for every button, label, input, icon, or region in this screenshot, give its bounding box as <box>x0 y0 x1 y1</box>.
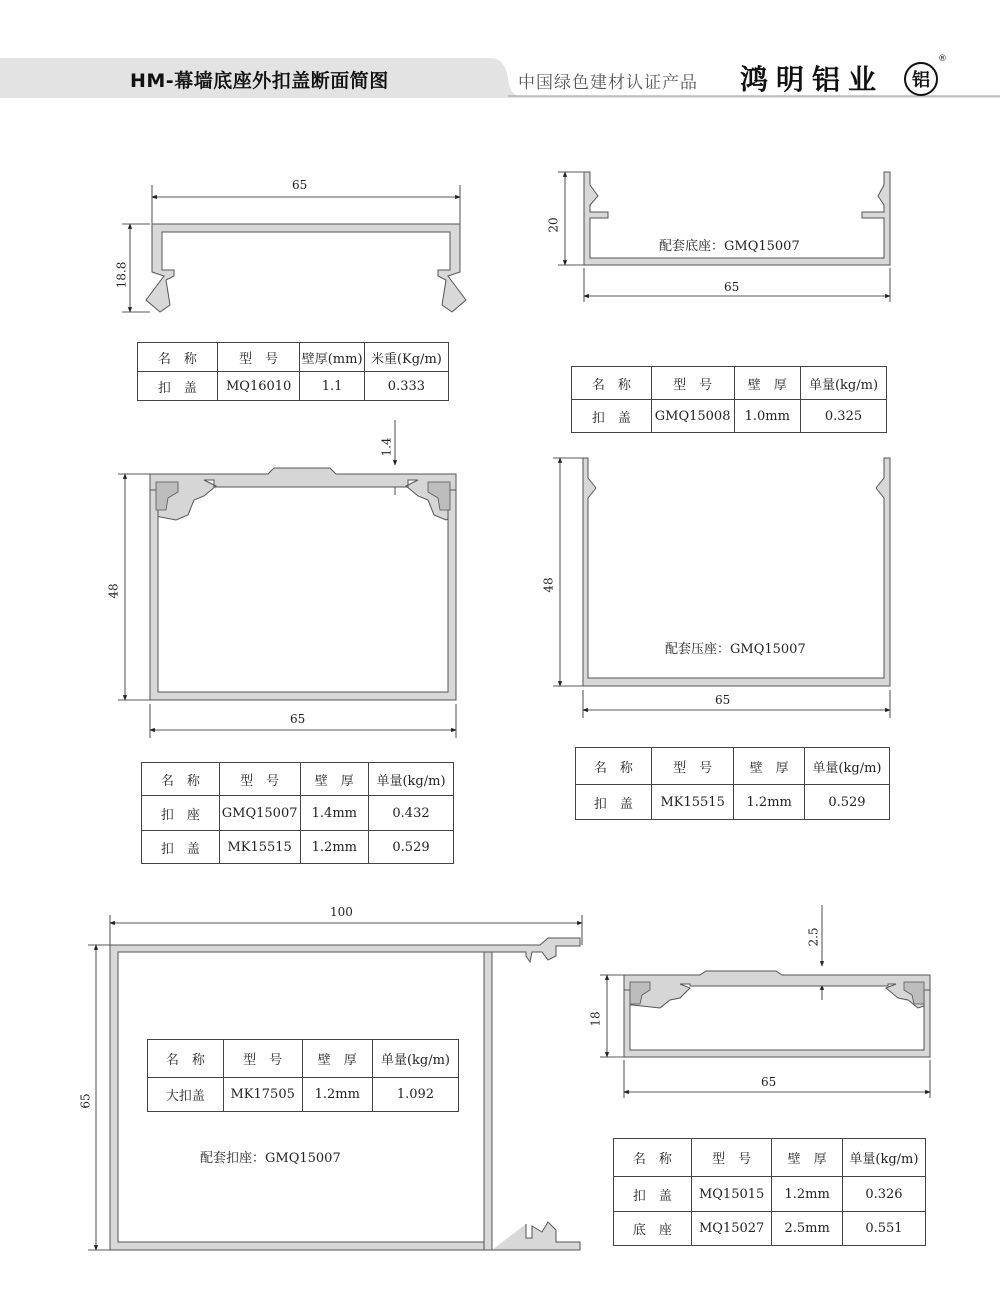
table-cell: 扣 座 <box>142 796 220 831</box>
table-cell: 1.092 <box>372 1078 458 1112</box>
p4-width-dim: 65 <box>715 693 731 707</box>
profile-3-cap <box>150 468 456 520</box>
svg-text:铝: 铝 <box>912 70 930 91</box>
p5-note: 配套扣座：GMQ15007 <box>200 1151 341 1166</box>
table-header: 单量(kg/m) <box>804 748 889 785</box>
table-header: 单量(kg/m) <box>801 367 887 400</box>
table-header: 型 号 <box>651 748 734 785</box>
table-header: 名 称 <box>576 748 652 785</box>
p2-width-dim: 65 <box>724 280 740 294</box>
brand-name: 鸿明铝业 <box>740 63 885 96</box>
table-cell: 0.432 <box>369 796 454 831</box>
p3-width-dim: 65 <box>290 712 306 726</box>
spec-table-6 <box>613 1138 926 1246</box>
profile-3-base <box>150 490 456 700</box>
profile-6-cap <box>624 971 930 1008</box>
table-cell: 扣 盖 <box>572 400 652 433</box>
table-cell: MK17505 <box>223 1078 302 1112</box>
p5-height-dim: 65 <box>78 1093 93 1109</box>
table-header: 米重(Kg/m) <box>364 343 448 372</box>
table-cell: GMQ15007 <box>219 796 300 831</box>
profile-1-shape <box>146 224 466 312</box>
p1-height-dim: 18.8 <box>114 261 129 289</box>
p6-height-dim: 18 <box>588 1011 603 1027</box>
table-cell: GMQ15008 <box>651 400 734 433</box>
table-cell: 1.2mm <box>772 1177 842 1212</box>
page-title: HM-幕墙底座外扣盖断面简图 <box>130 70 389 92</box>
table-cell: 2.5mm <box>772 1212 842 1246</box>
table-header: 名 称 <box>148 1040 224 1078</box>
table-cell: 1.2mm <box>734 785 804 820</box>
p4-note: 配套压座：GMQ15007 <box>665 642 806 657</box>
table-cell: 0.326 <box>842 1177 925 1212</box>
table-cell: 扣 盖 <box>576 785 652 820</box>
table-cell: 0.529 <box>369 831 454 864</box>
table-header: 型 号 <box>219 763 300 796</box>
table-cell: 扣 盖 <box>142 831 220 864</box>
table-cell: 扣 盖 <box>614 1177 692 1212</box>
p4-height-dim: 48 <box>541 577 556 593</box>
table-cell: 0.333 <box>364 372 448 401</box>
table-cell: 1.2mm <box>302 1078 372 1112</box>
table-cell: MQ16010 <box>217 372 300 401</box>
spec-table-5 <box>147 1039 459 1112</box>
table-cell: MQ15015 <box>691 1177 772 1212</box>
table-header: 壁 厚 <box>734 367 800 400</box>
table-header: 单量(kg/m) <box>372 1040 458 1078</box>
registered-mark: ® <box>938 54 947 64</box>
table-cell: 0.325 <box>801 400 887 433</box>
p3-height-dim: 48 <box>106 583 121 599</box>
p3-wall-dim: 1.4 <box>379 437 394 457</box>
table-header: 壁 厚 <box>300 763 368 796</box>
table-header: 型 号 <box>217 343 300 372</box>
p6-wall-dim: 2.5 <box>806 927 821 947</box>
table-header: 壁 厚 <box>772 1139 842 1177</box>
table-header: 型 号 <box>223 1040 302 1078</box>
spec-table-4 <box>575 747 890 820</box>
spec-table-2 <box>571 366 887 433</box>
table-cell: 底 座 <box>614 1212 692 1246</box>
p6-width-dim: 65 <box>761 1075 777 1089</box>
table-header: 名 称 <box>572 367 652 400</box>
spec-table-3 <box>141 762 454 864</box>
table-cell: 0.529 <box>804 785 889 820</box>
table-cell: 1.1 <box>300 372 364 401</box>
table-cell: 1.2mm <box>300 831 368 864</box>
table-header: 名 称 <box>138 343 218 372</box>
table-header: 壁 厚 <box>302 1040 372 1078</box>
table-cell: 大扣盖 <box>148 1078 224 1112</box>
table-header: 型 号 <box>651 367 734 400</box>
table-cell: MK15515 <box>219 831 300 864</box>
table-header: 壁厚(mm) <box>300 343 364 372</box>
p5-width-dim: 100 <box>330 905 353 919</box>
table-header: 名 称 <box>142 763 220 796</box>
table-cell: 1.0mm <box>734 400 800 433</box>
table-header: 型 号 <box>691 1139 772 1177</box>
table-cell: 0.551 <box>842 1212 925 1246</box>
table-cell: MK15515 <box>651 785 734 820</box>
table-header: 单量(kg/m) <box>369 763 454 796</box>
table-cell: MQ15027 <box>691 1212 772 1246</box>
certification-label: 中国绿色建材认证产品 <box>518 73 698 93</box>
p2-note: 配套底座：GMQ15007 <box>659 239 800 254</box>
p1-width-dim: 65 <box>292 178 308 192</box>
table-header: 名 称 <box>614 1139 692 1177</box>
table-cell: 扣 盖 <box>138 372 218 401</box>
table-cell: 1.4mm <box>300 796 368 831</box>
table-header: 壁 厚 <box>734 748 804 785</box>
table-header: 单量(kg/m) <box>842 1139 925 1177</box>
p2-height-dim: 20 <box>546 217 561 233</box>
spec-table-1 <box>137 342 449 401</box>
